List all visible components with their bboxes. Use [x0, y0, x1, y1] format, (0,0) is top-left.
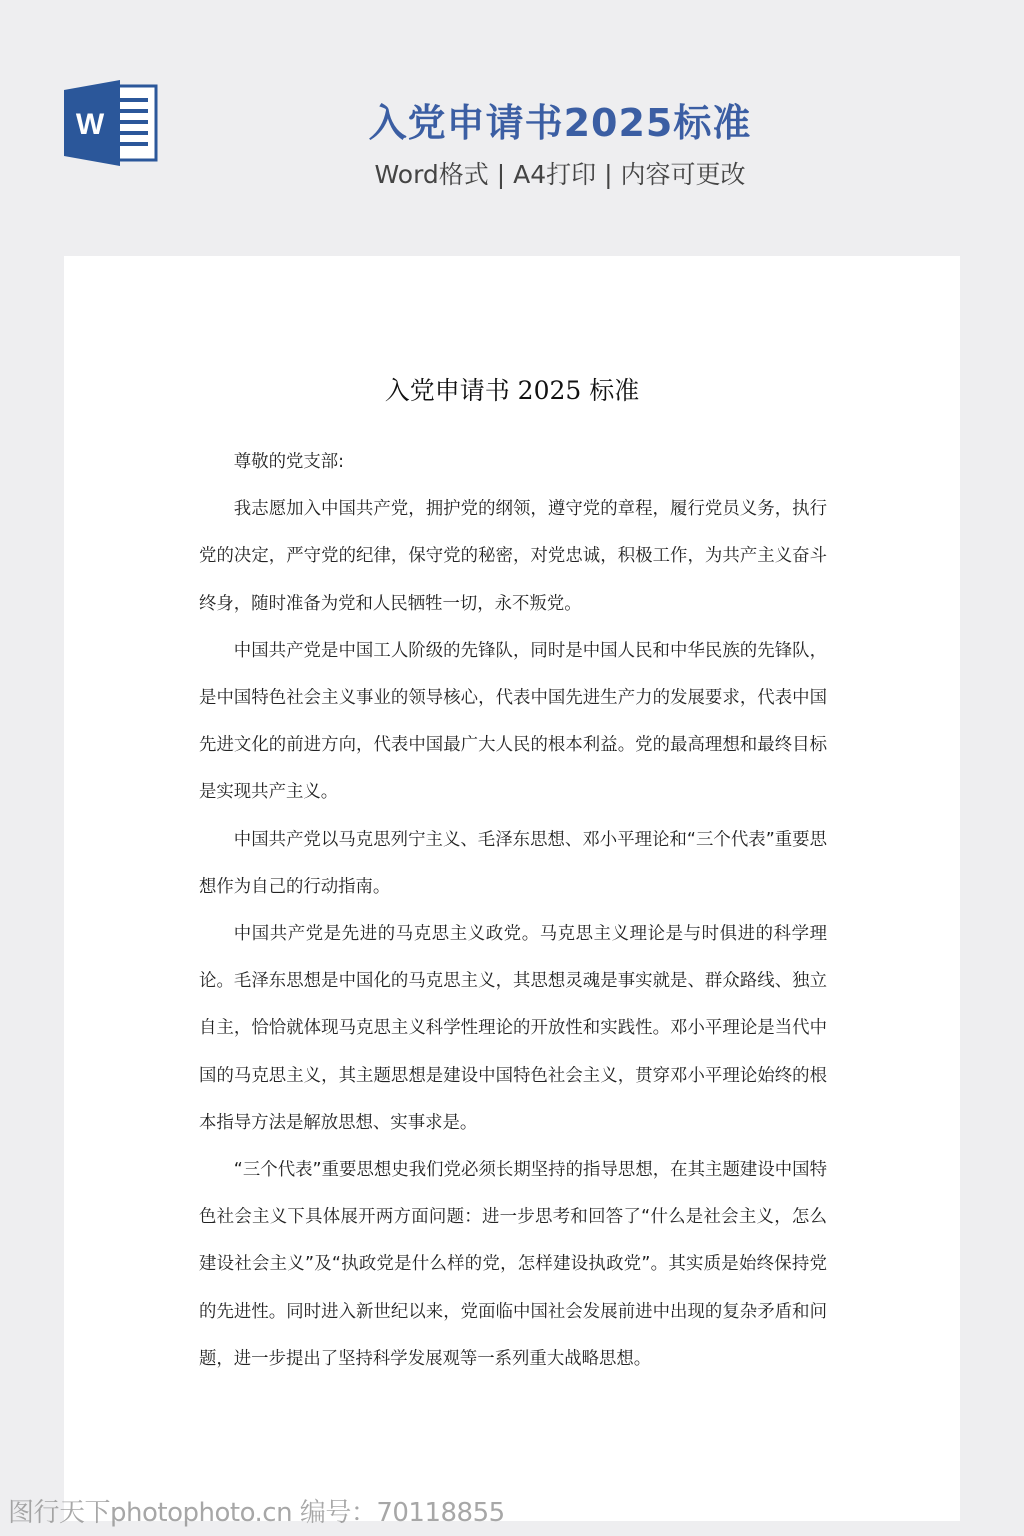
document-title: 入党申请书 2025 标准: [384, 376, 640, 405]
paragraph: 我志愿加入中国共产党，拥护党的纲领，遵守党的章程，履行党员义务，执行党的决定，严守党的纪律，保守党的秘密，对党忠诚，积极工作，为共产主义奋斗终身，随时准备为党和人民牺牲一切，永不叛党。: [199, 499, 827, 614]
header: [0, 0, 1024, 250]
document-page: [64, 256, 960, 1521]
salutation: 尊敬的党支部:: [233, 452, 345, 472]
watermark: 图行天下photophoto.cn 编号：70118855: [8, 1498, 505, 1528]
paragraph: 中国共产党是先进的马克思主义政党。马克思主义理论是与时俱进的科学理论。毛泽东思想是中国化的马克思主义，其思想灵魂是事实就是、群众路线、独立自主，恰恰就体现马克思主义科学性理论的开放性和实践性。邓小平理论是当代中国的马克思主义，其主题思想是建设中国特色社会主义，贯穿邓小平理论始终的根本指导方法是解放思想、实事求是。: [199, 924, 827, 1133]
paragraph: “三个代表”重要思想史我们党必须长期坚持的指导思想，在其主题建设中国特色社会主义下具体展开两方面问题：进一步思考和回答了“什么是社会主义，怎么建设社会主义”及“执政党是什么样的党，怎样建设执政党”。其实质是始终保持党的先进性。同时进入新世纪以来，党面临中国社会发展前进中出现的复杂矛盾和问题，进一步提出了坚持科学发展观等一系列重大战略思想。: [199, 1160, 827, 1369]
header-subtitle: Word格式 | A4打印 | 内容可更改: [374, 160, 746, 189]
word-file-icon: [64, 80, 158, 166]
svg-text:W: W: [75, 108, 105, 141]
document-body: [199, 439, 827, 1383]
paragraph: 中国共产党是中国工人阶级的先锋队，同时是中国人民和中华民族的先锋队，是中国特色社会主义事业的领导核心，代表中国先进生产力的发展要求，代表中国先进文化的前进方向，代表中国最广大人民的根本利益。党的最高理想和最终目标是实现共产主义。: [199, 640, 827, 803]
paragraph: 中国共产党以马克思列宁主义、毛泽东思想、邓小平理论和“三个代表”重要思想作为自己的行动指南。: [199, 829, 827, 897]
header-title: 入党申请书2025标准: [368, 101, 752, 145]
